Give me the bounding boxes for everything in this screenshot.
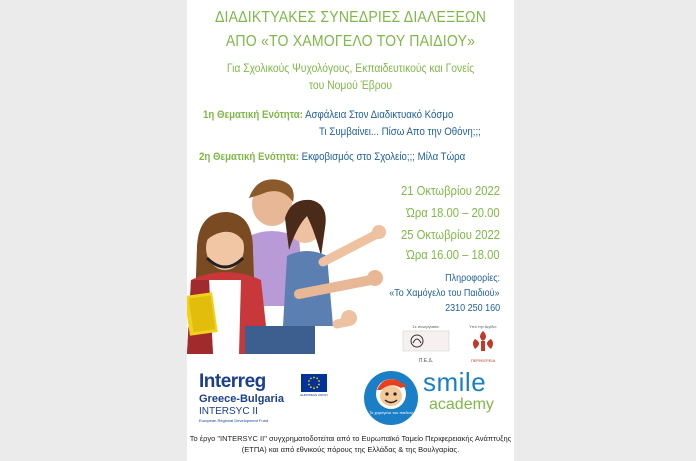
poster	[187, 0, 514, 461]
partner2-name: ΠΕΡΙΦΕΡΕΙΑ	[470, 358, 496, 363]
interreg-project: INTERSYC II	[199, 406, 258, 417]
unit2-label: 2η Θεματική Ενότητα:	[199, 151, 299, 163]
eu-caption: EUROPEAN UNION	[300, 393, 328, 397]
footer-line2: (ΕΤΠΑ) και από εθνικούς πόρους της Ελλάδας & της Βουλγαρίας.	[241, 445, 460, 454]
unit2-line	[199, 151, 465, 163]
info-phone: 2310 250 160	[444, 303, 500, 314]
date1: 21 Οκτωβρίου 2022	[400, 184, 500, 198]
interreg-title: Interreg	[199, 371, 266, 392]
time1: Ώρα 18.00 – 20.00	[406, 206, 500, 220]
partner2-caption: Υπό την Αιγίδα:	[469, 324, 497, 329]
region-emblem	[465, 329, 501, 353]
info-label: Πληροφορίες:	[445, 273, 500, 284]
interreg-logo	[199, 372, 329, 428]
partner1-name: Π.Ε.Δ.	[418, 358, 434, 364]
poster-title-line1: ΔΙΑΔΙΚΤΥΑΚΕΣ ΣΥΝΕΔΡΙΕΣ ΔΙΑΛΕΞΕΩΝ	[214, 9, 487, 26]
smiling-boy-icon	[363, 370, 419, 426]
eu-flag-icon	[301, 374, 327, 392]
date2: 25 Οκτωβρίου 2022	[400, 228, 500, 242]
unit1-text-line2: Τι Συμβαίνει... Πίσω Απο την Οθόνη;;;	[319, 126, 481, 138]
smile-academy-word2: academy	[429, 396, 494, 413]
smile-of-the-child-logo	[363, 370, 419, 426]
partner2-logo	[465, 324, 501, 363]
ped-emblem	[397, 329, 455, 353]
partner1-caption: Σε συνεργασία:	[412, 324, 440, 329]
smile-academy-word1: smile	[423, 367, 487, 397]
unit2-text: Εκφοβισμός στο Σχολείο;;; Μίλα Τώρα	[301, 151, 466, 163]
students-photo	[187, 176, 392, 354]
unit1-text-line1: Ασφάλεια Στον Διαδικτυακό Κόσμο	[305, 109, 454, 121]
subtitle-line1: Για Σχολικούς Ψυχολόγους, Εκπαιδευτικούς και Γονείς	[226, 63, 475, 75]
unit1-line1	[203, 109, 453, 121]
partner1-logo	[397, 324, 455, 364]
unit1-label: 1η Θεματική Ενότητα:	[203, 109, 303, 121]
interreg-fund: European Regional Development Fund	[199, 418, 269, 423]
smile-logo-text: Το χαμόγελο του παιδιού	[369, 410, 413, 415]
footer-line1: Το έργο "INTERSYC II" συγχρηματοδοτείται από το Ευρωπαϊκό Ταμείο Περιφερειακής Ανάπτυξης	[189, 434, 512, 443]
subtitle-line2: του Νομού Έβρου	[308, 80, 393, 92]
smile-academy-logo	[423, 368, 511, 430]
time2: Ώρα 16.00 – 18.00	[406, 248, 500, 262]
info-organization: «Το Χαμόγελο του Παιδιού»	[389, 288, 500, 299]
interreg-subtitle: Greece-Bulgaria	[199, 393, 284, 405]
poster-title-line2: ΑΠΟ «ΤΟ ΧΑΜΟΓΕΛΟ ΤΟΥ ΠΑΙΔΙΟΥ»	[225, 33, 476, 50]
